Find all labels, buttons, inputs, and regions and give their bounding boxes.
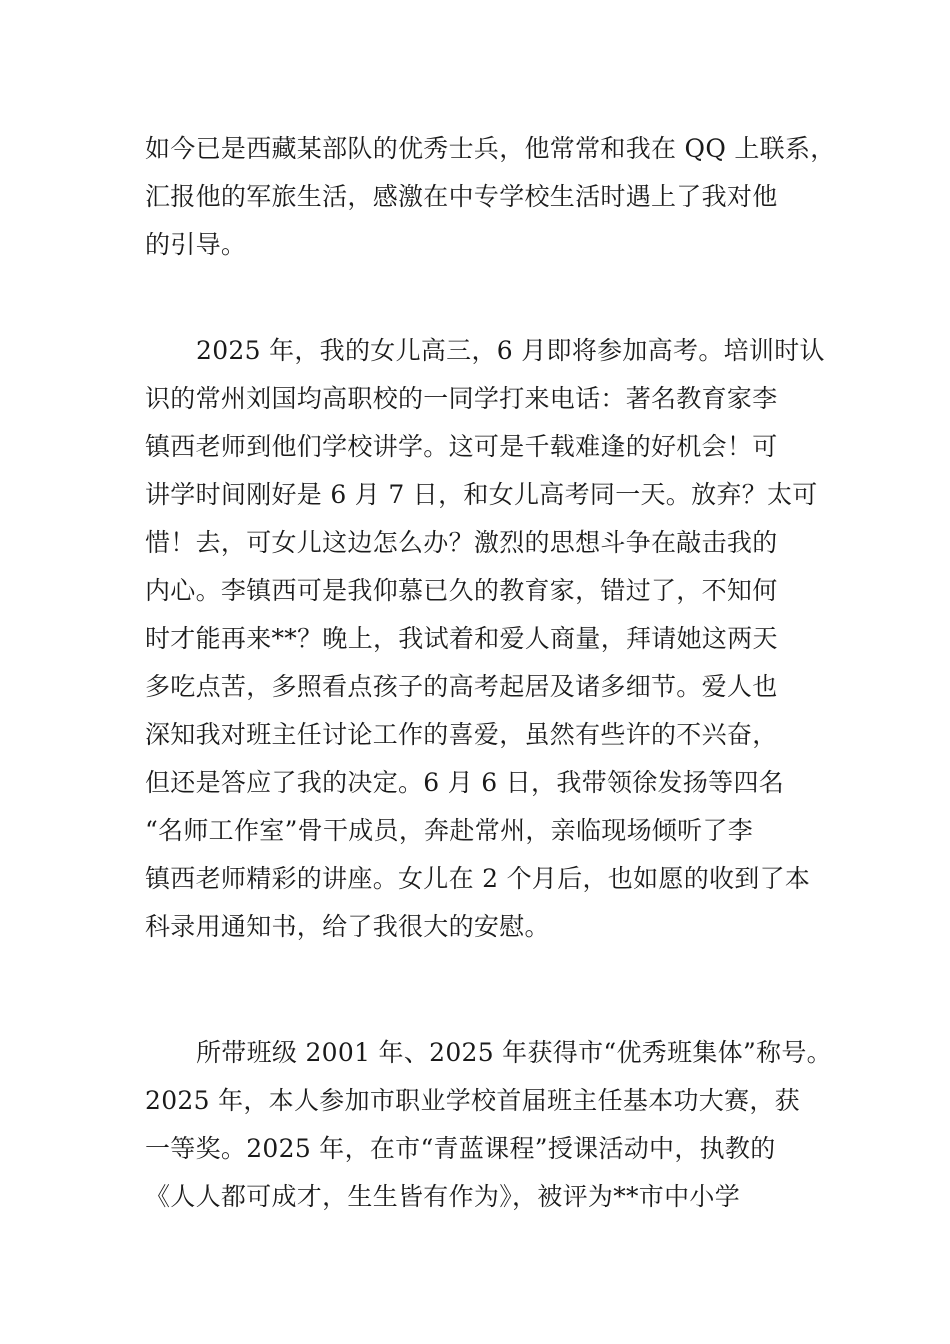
- text-line: 识的常州刘国均高职校的一同学打来电话：著名教育家李: [145, 384, 778, 413]
- text-line: 的引导。: [145, 230, 247, 259]
- text-line: 惜！去，可女儿这边怎么办？激烈的思想斗争在敲击我的: [145, 528, 778, 557]
- text-line: 镇西老师精彩的讲座。女儿在 2 个月后，也如愿的收到了本: [145, 864, 811, 893]
- text-line: 《人人都可成才，生生皆有作为》，被评为**市中小学: [145, 1182, 741, 1211]
- text-line: 多吃点苦，多照看点孩子的高考起居及诸多细节。爱人也: [145, 672, 778, 701]
- text-line: 镇西老师到他们学校讲学。这可是千载难逢的好机会！可: [145, 432, 778, 461]
- text-line: 但还是答应了我的决定。6 月 6 日，我带领徐发扬等四名: [145, 768, 785, 797]
- text-line: 2025 年，我的女儿高三，6 月即将参加高考。培训时认: [196, 336, 825, 365]
- text-line: “名师工作室”骨干成员，奔赴常州，亲临现场倾听了李: [145, 816, 754, 845]
- text-line: 一等奖。2025 年，在市“青蓝课程”授课活动中，执教的: [145, 1134, 776, 1163]
- text-line: 所带班级 2001 年、2025 年获得市“优秀班集体”称号。: [196, 1038, 832, 1067]
- text-line: 内心。李镇西可是我仰慕已久的教育家，错过了，不知何: [145, 576, 778, 605]
- text-line: 时才能再来**？晚上，我试着和爱人商量，拜请她这两天: [145, 624, 778, 653]
- text-line: 2025 年，本人参加市职业学校首届班主任基本功大赛，获: [145, 1086, 800, 1115]
- text-line: 深知我对班主任讨论工作的喜爱，虽然有些许的不兴奋，: [145, 720, 778, 749]
- text-line: 科录用通知书，给了我很大的安慰。: [145, 912, 550, 941]
- text-line: 汇报他的军旅生活，感激在中专学校生活时遇上了我对他: [145, 182, 778, 211]
- text-line: 讲学时间刚好是 6 月 7 日，和女儿高考同一天。放弃？太可: [145, 480, 818, 509]
- text-line: 如今已是西藏某部队的优秀士兵，他常常和我在 QQ 上联系，: [145, 134, 836, 163]
